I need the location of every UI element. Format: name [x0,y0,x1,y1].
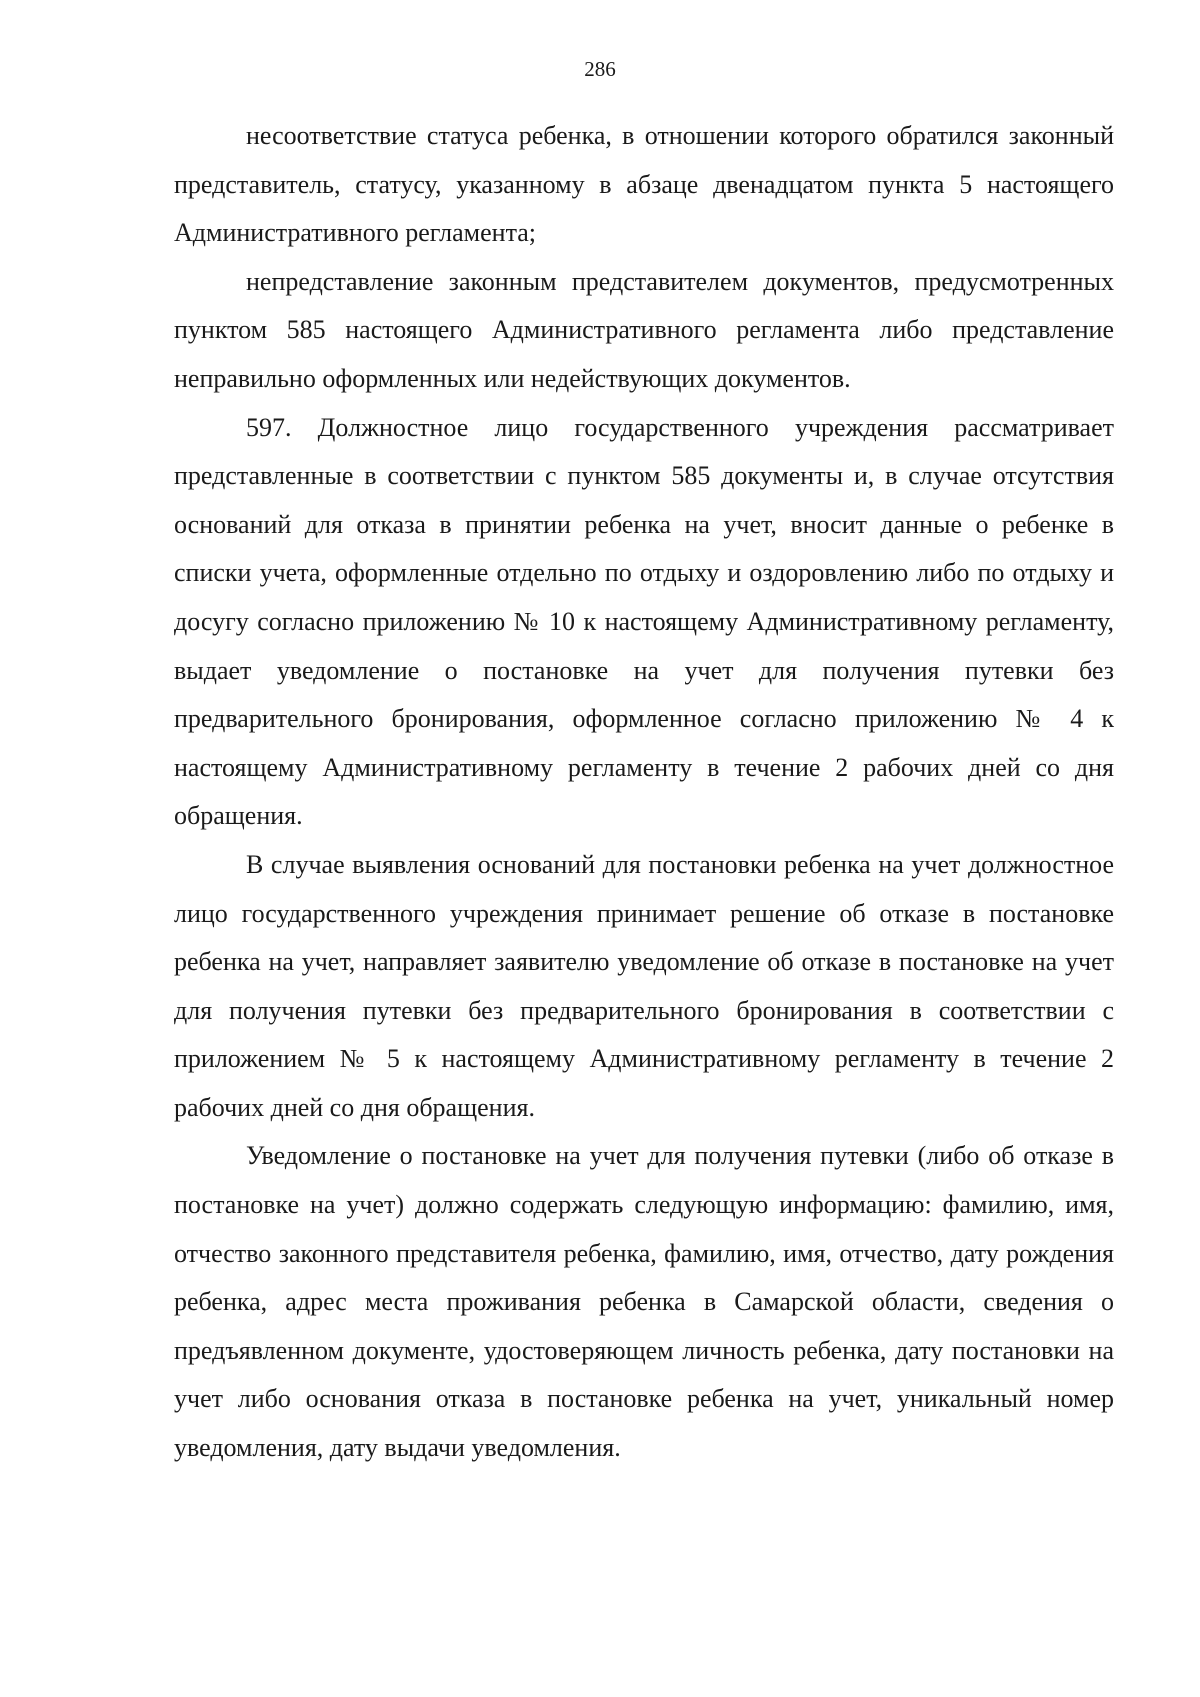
paragraph-notice-contents: Уведомление о постановке на учет для получения путевки (либо об отказе в постановке на учет) должно содержать следующую информацию: фамилию, имя, отчество законного представителя ребенка, фамилию, имя, отчество, дату рождения ребенка, адрес места проживания ребенка в Самарской области, сведения о предъявленном документе, удостоверяющем личность ребенка, дату постановки на учет либо основания отказа в постановке ребенка на учет, уникальный номер уведомления, дату выдачи уведомления. [174,1141,1114,1463]
document-body [174,112,1114,1473]
paragraph-status-mismatch: несоответствие статуса ребенка, в отношении которого обратился законный представитель, статусу, указанному в абзаце двенадцатом пункта 5 настоящего Административного регламента; [174,121,1114,248]
paragraph-missing-documents: непредставление законным представителем документов, предусмотренных пунктом 585 настоящего Административного регламента либо представление неправильно оформленных или недействующих документов. [174,266,1114,393]
paragraph-597-review: 597. Должностное лицо государственного учреждения рассматривает представленные в соответствии с пунктом 585 документы и, в случае отсутствия оснований для отказа в принятии ребенка на учет, вносит данные о ребенке в списки учета, оформленные отдельно по отдыху и оздоровлению либо по отдыху и досугу согласно приложению № 10 к настоящему Административному регламенту, выдает уведомление о постановке на учет для получения путевки без предварительного бронирования, оформленное согласно приложению № 4 к настоящему Административному регламенту в течение 2 рабочих дней со дня обращения. [174,412,1114,831]
page-number: 286 [584,57,616,81]
paragraph-refusal-case: В случае выявления оснований для постановки ребенка на учет должностное лицо государственного учреждения принимает решение об отказе в постановке ребенка на учет, направляет заявителю уведомление об отказе в постановке на учет для получения путевки без предварительного бронирования в соответствии с приложением № 5 к настоящему Административному регламенту в течение 2 рабочих дней со дня обращения. [174,849,1114,1122]
